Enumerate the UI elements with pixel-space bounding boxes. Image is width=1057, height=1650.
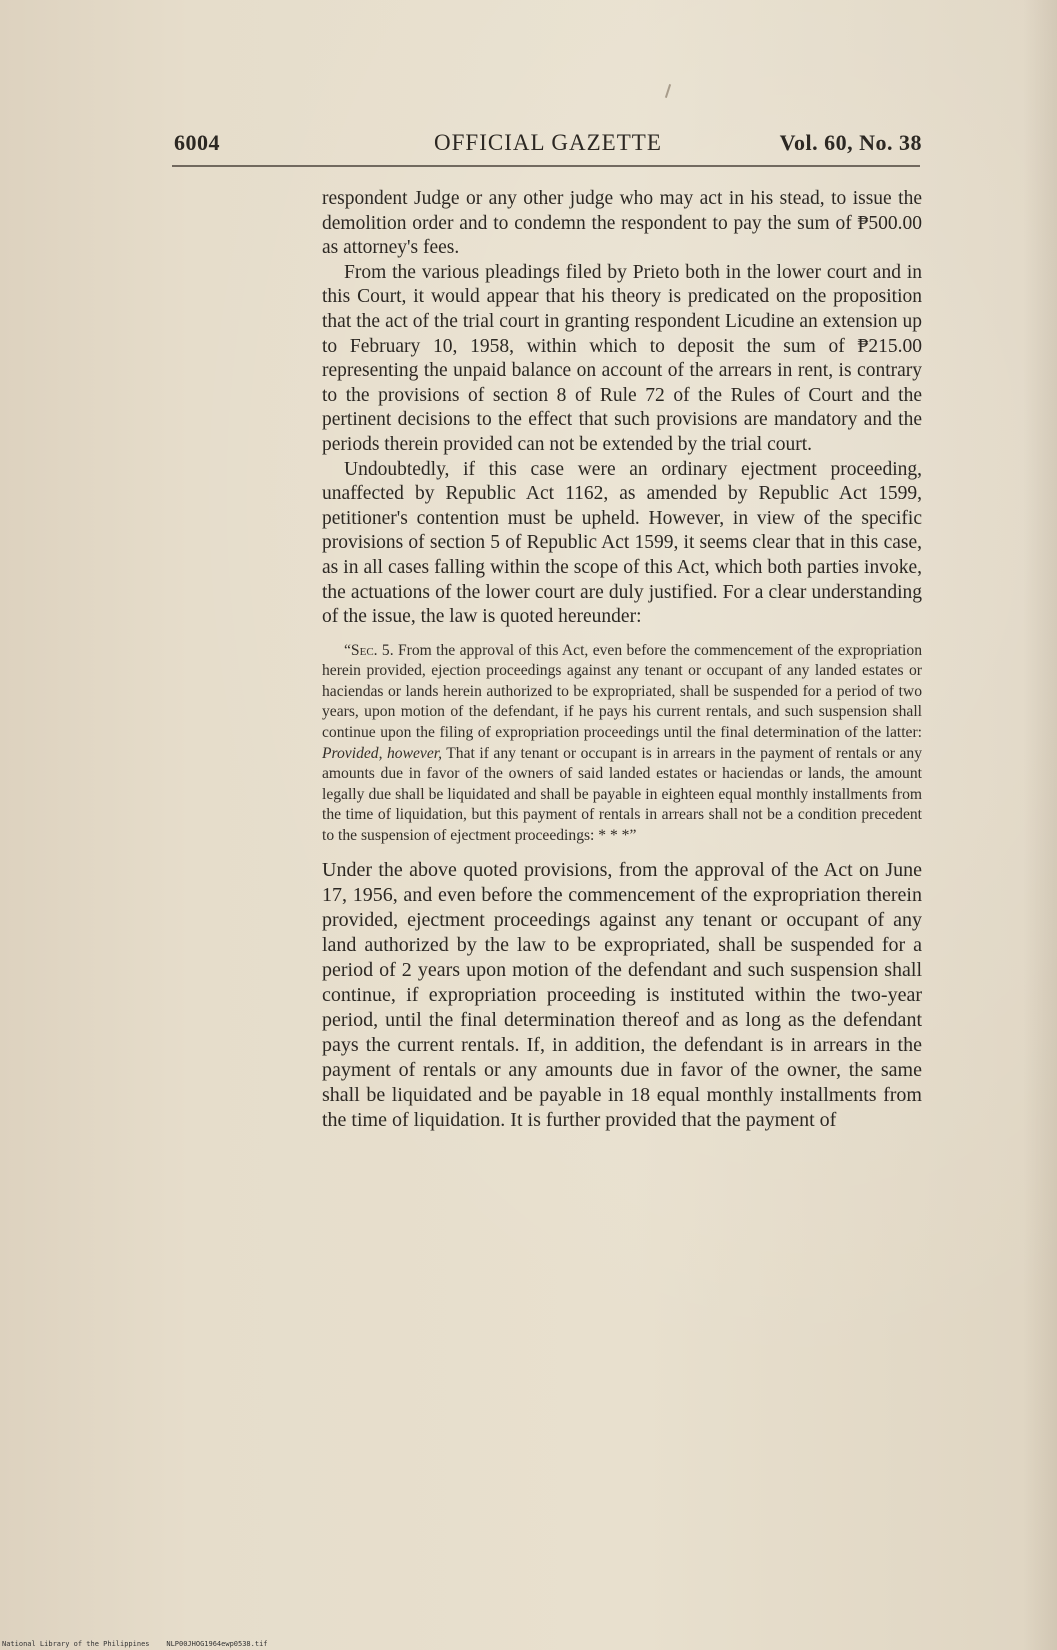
quote-text-part-1: From the approval of this Act, even before the commencement of the expropriation herein provided, ejection proceedings against any tenant or occupant of any landed estates or haciendas or lands herein authorized to be expropriated, shall be suspended for a period of two years, upon motion of the defendant, if he pays his current rentals, and such suspension shall continue upon the filing of expropriation proceedings until the final determination of the latter:: [322, 641, 922, 742]
paragraph-4: Under the above quoted provisions, from the approval of the Act on June 17, 1956, and even before the commencement of the expropriation therein provided, ejectment proceedings against any tenant or occupant of any land authorized by the law to be expropriated, shall be suspended for a period of 2 years upon motion of the defendant and such suspension shall continue, if expropriation proceeding is instituted within the two-year period, until the final determination thereof and as long as the defendant pays the current rentals. If, in addition, the defendant is in arrears in the payment of rentals or any amounts due in favor of the owner, the same shall be liquidated and be payable in 18 equal monthly installments from the time of liquidation. It is further provided that the payment of: [322, 858, 922, 1131]
scan-footer: National Library of the Philippines NLP00JHOG1964ewp0538.tif: [2, 1640, 268, 1648]
paragraph-3: Undoubtedly, if this case were an ordinary ejectment proceeding, unaffected by Republic Act 1162, as amended by Republic Act 1599, petitioner's contention must be upheld. However, in view of the specific provisions of section 5 of Republic Act 1599, it seems clear that in this case, as in all cases falling within the scope of this Act, which both parties invoke, the actuations of the lower court are duly justified. For a clear understanding of the issue, the law is quoted hereunder:: [322, 458, 922, 628]
quote-open-mark: “: [344, 641, 351, 659]
volume-info: Vol. 60, No. 38: [779, 130, 922, 155]
paragraph-1: respondent Judge or any other judge who may act in his stead, to issue the demolition order and to condemn the respondent to pay the sum of ₱500.00 as attorney's fees.: [322, 188, 922, 259]
page-number: 6004: [174, 130, 220, 155]
quote-text-part-2: That if any tenant or occupant is in arrears in the payment of rentals or any amounts due in favor of the owners of said landed estates or haciendas or lands, the amount legally due shall be liquidated and shall be payable in eighteen equal monthly installments from the time of liquidation, but this payment of rentals in arrears shall not be a condition precedent to the suspension of ejectment proceedings: * * *”: [322, 744, 923, 845]
paper-speck: [665, 84, 671, 98]
quote-section-label: Sec. 5.: [350, 641, 394, 659]
gazette-title: OFFICIAL GAZETTE: [434, 130, 662, 155]
running-head: [174, 128, 922, 162]
binding-shadow: [1023, 0, 1057, 1650]
header-rule: [172, 165, 920, 167]
quote-proviso: Provided, however,: [322, 744, 443, 762]
paragraph-2: From the various pleadings filed by Prieto both in the lower court and in this Court, it would appear that his theory is predicated on the proposition that the act of the trial court in granting respondent Licudine an extension up to February 10, 1958, within which to deposit the sum of ₱215.00 representing the unpaid balance on account of the arrears in rent, is contrary to the provisions of section 8 of Rule 72 of the Rules of Court and the pertinent decisions to the effect that such provisions are mandatory and the periods therein provided can not be extended by the trial court.: [322, 261, 922, 455]
quoted-statute: [322, 641, 922, 847]
body-text: [322, 187, 922, 1133]
